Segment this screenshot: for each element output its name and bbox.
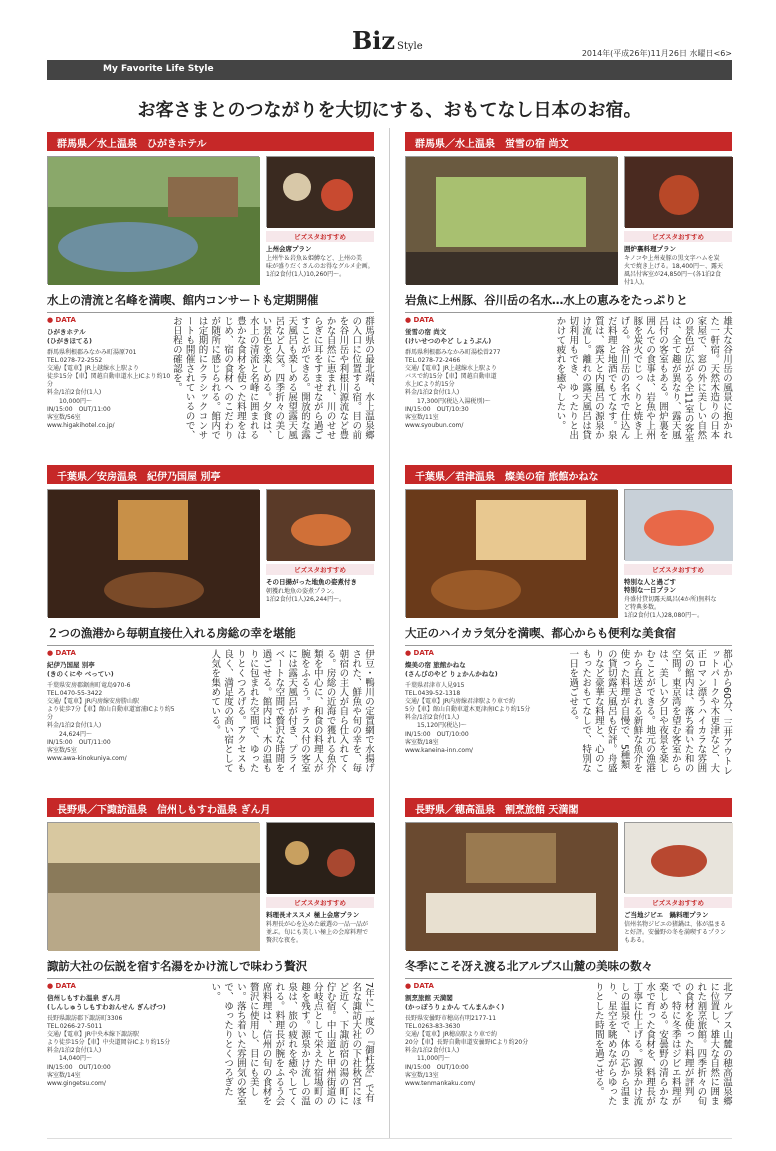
data-label: ● DATA (47, 982, 76, 990)
section-bar-label: My Favorite Life Style (103, 64, 214, 74)
main-photo (405, 822, 617, 950)
recommend-tag: ビズスタおすすめ (624, 231, 732, 242)
data-box (47, 316, 175, 430)
article-body: 伊豆・鴨川の定置網で水揚げされた、鮮魚や旬の幸を、毎朝宿の主人が自ら仕入れてくる。房総の近海で獲れる魚介類を中心に、和食の料理人が腕をふるう。テラス付の客室には露天風呂が付き、プライベートな空間で贅沢な時間を過ごせる。館内は、木の温もりに包まれた空間で、ゆったりとくつろげる。アクセスも良く、満足度の高い宿として人気を集めている。 (209, 649, 374, 773)
footer-rule (47, 1138, 732, 1139)
data-box (405, 982, 533, 1088)
recommend-tag: ビズスタおすすめ (266, 231, 374, 242)
data-label: ● DATA (405, 316, 434, 324)
section-subtitle: 冬季にこそ冴え渡る北アルプス山麓の美味の数々 (405, 958, 732, 974)
recommend-box (266, 489, 374, 639)
plan-description: 料理長が心を込めた厳選の一品一品が 並ぶ。旬にも美しい極上の会席料理で 贅沢な夜を。 (266, 921, 369, 945)
inn-info: 群馬県利根郡みなかみ町湯原701 TEL.0278-72-2552 交通/【電車】JR上越線水上駅より 徒歩15分【車】関越自動車道水上ICより約10分 料金/1泊2食付(1人) 10,000円〜 IN/15:00 OUT/11:00 客室数/56室 www.higakihotel.co.jp/ (47, 348, 171, 429)
plan-photo (624, 489, 732, 560)
plan-photo (266, 489, 374, 560)
section-header: 長野県／穂高温泉 割烹旅館 天満閣 (405, 798, 732, 817)
plan-name: その日揚がった地魚の姿煮付き (266, 578, 357, 586)
recommend-tag: ビズスタおすすめ (624, 564, 732, 575)
recommend-tag: ビズスタおすすめ (266, 897, 374, 908)
plan-description: 信州名物ジビエの猪鍋は、体が温まる と好評。安曇野の冬を満喫するプラン もある。 (624, 921, 727, 945)
column-divider (389, 128, 390, 1138)
recommend-box (624, 156, 732, 306)
inn-info: 千葉県君津市人見915 TEL.0439-52-1318 交通/【電車】JR内房線君津駅より車で約 5分【車】館山自動車道木更津南ICより約15分 料金/1泊2食付(1人) 15,120円(税込)〜 IN/15:00 OUT/10:00 客室数/18室 www.kaneina-inn.com/ (405, 681, 531, 754)
data-label: ● DATA (47, 316, 76, 324)
recommend-box (624, 489, 732, 639)
plan-description: 上州牛＆岩魚＆姫鱒など、上州の美 味が盛りだくさんのお得なグルメ企画。 1泊2食付(1人)10,260円〜。 (266, 255, 374, 279)
recommend-tag: ビズスタおすすめ (624, 897, 732, 908)
data-label: ● DATA (405, 982, 434, 990)
plan-photo (624, 822, 732, 893)
plan-description: 朝獲れ地魚の姿煮プラン。 1泊2食付(1人)26,244円〜。 (266, 588, 346, 604)
article-body: 7年に一度の『御柱祭』で有名な諏訪大社の下社秋宮にほど近く、下諏訪宿の湯の町に佇む宿。中山道と甲州街道の分岐点として栄えた宿場町の趣を残す。源泉かけ流しの温泉は、旅の疲れを癒やしてくれる。料理長が腕をふるう会席料理は、信州の旬の食材を贅沢に使用し、目にも美しい。落ち着いた雰囲気の客室で、ゆったりとくつろぎたい。 (209, 982, 374, 1106)
article-body: 雄大な谷川岳の風景に抱かれた一軒宿。天然木造りの日本家屋で、窓の外に美しい自然の景色が広がる全11室の客室は、全て趣が異なり、露天風呂付の客室もある。囲炉裏を囲んでの食事は、岩魚や上州豚を炭火でじっくりと焼き上げる。谷川岳の名水で仕込んだ料理と地酒でもてなす。泉質は、露天と内風呂の源泉かけ流し。離れの露天風呂は貸切利用もでき、ゆったりと出かけて疲れを癒やしたい。 (554, 316, 732, 443)
plan-photo (266, 822, 374, 893)
data-box (405, 649, 533, 755)
section-subtitle: ２つの漁港から毎朝直接仕入れる房総の幸を堪能 (47, 625, 374, 641)
plan-name: ご当地ジビエ 鍋料理プラン (624, 911, 709, 919)
plan-name: 料理長オススメ 極上会席プラン (266, 911, 360, 919)
plan-photo (624, 156, 732, 227)
data-box (47, 649, 175, 763)
plan-photo (266, 156, 374, 227)
inn-info: 群馬県利根郡みなかみ町湯桧曽277 TEL.0278-72-2466 交通/【電車】JR上越線水上駅より バスで約15分【車】関越自動車道 水上ICより約15分 料金/1泊2食付(1人) 17,300円(税込入湯税別)〜 IN/15:00 OUT/10:30 客室数/11室 www.syoubun.com/ (405, 348, 501, 429)
inn-name: ひがきホテル (ひがきほてる) (47, 328, 92, 346)
main-photo (405, 156, 617, 284)
data-box (405, 316, 533, 430)
inn-name: 信州しもすわ温泉 ぎん月 (しんしゅうしもすわおんせん ぎんげつ) (47, 994, 166, 1012)
section-bar (47, 60, 732, 80)
section-subtitle: 水上の清流と名峰を満喫、館内コンサートも定期開催 (47, 292, 374, 308)
section-header: 群馬県／水上温泉 ひがきホテル (47, 132, 374, 151)
section-header: 長野県／下諏訪温泉 信州しもすわ温泉 ぎん月 (47, 798, 374, 817)
main-photo (47, 489, 259, 617)
inn-name: 紀伊乃国屋 別亭 (きのくにや べってい) (47, 661, 114, 679)
section-subtitle: 諏訪大社の伝説を宿す名湯をかけ流しで味わう贅沢 (47, 958, 374, 974)
inn-name: 燦美の宿 旅館かねな (さんびのやど りょかんかねな) (405, 661, 498, 679)
main-photo (47, 156, 259, 284)
article-body: 北アルプス山麓の穂高温泉郷に位置し、雄大な自然に囲まれた割烹旅館。四季折々の旬の食材を使った料理が評判で、特に冬季はジビエ料理が楽しめる。安曇野の清らかな水で育った食材を、料理長が丁寧に仕上げる。源泉かけ流しの温泉で、体の芯から温まり、星空を眺めながらゆったりとした時間を過ごせる。 (592, 982, 732, 1106)
inn-info: 千葉県安房郡鋸南町竜島970-6 TEL.0470-55-3422 交通/【電車】JR内房線安房勝山駅 より徒歩7分【車】館山自動車道富浦ICより約5分 料金/1泊2食付(1人) 24,624円〜 IN/15:00 OUT/11:00 客室数/5室 www.awa-kinokuniya.com/ (47, 681, 175, 762)
data-label: ● DATA (47, 649, 76, 657)
section-subtitle: 岩魚に上州豚、谷川岳の名水…水上の恵みをたっぷりと (405, 292, 732, 308)
plan-name: 上州会席プラン (266, 245, 312, 253)
inn-info: 長野県諏訪郡下諏訪町3306 TEL.0266-27-5011 交通/【電車】JR中央本線下諏訪駅 より徒歩15分【車】中央道岡谷ICより約15分 料金/1泊2食付(1人) 14,040円〜 IN/15:00 OUT/10:00 客室数/14室 www.gingetsu.com/ (47, 1014, 171, 1087)
section-header: 千葉県／安房温泉 紀伊乃国屋 別亭 (47, 465, 374, 484)
article-body: 都心から60分、三井アウトレットパークや木更津など、大正ロマン漂うハイカラな雰囲気の館内は、落ち着いた和の空間。東京湾を望む客室からは、美しい夕日や夜景を楽しむことができる。地元の漁港から直送される新鮮な魚介を使った料理が自慢で、5種類の貸切露天風呂も好評。舟盛りなど豪華な料理と、心のこもったおもてなしで、特別な一日を過ごせる。 (567, 649, 732, 776)
dateline: 2014年(平成26年)11月26日 水曜日<6> (581, 49, 732, 58)
plan-name: 特別な人と過ごす 特別な一日プラン (624, 578, 676, 595)
section-header: 千葉県／君津温泉 燦美の宿 旅館かねな (405, 465, 732, 484)
recommend-tag: ビズスタおすすめ (266, 564, 374, 575)
main-photo (405, 489, 617, 617)
biz-style-logo: Biz Style (352, 26, 423, 55)
data-box (47, 982, 175, 1088)
plan-description: 舟盛付貸切露天風呂(4か所)無料な ど特典多数。 1泊2食付(1人)28,080円〜。 (624, 596, 717, 620)
inn-name: 割烹旅館 天満閣 (かっぽうりょかん てんまんかく) (405, 994, 505, 1012)
recommend-box (624, 822, 732, 972)
recommend-box (266, 822, 374, 972)
data-label: ● DATA (405, 649, 434, 657)
article-body: 群馬県の最北端、水上温泉郷の入口に位置する宿。目の前を谷川岳や利根川源流など豊かな自然に恵まれ、川のせせらぎに耳をすませながら過ごすことができる。開放的な露天風呂も楽しめる展望露天風呂など人気。四季折々の美しい景色を楽しめる。夕食は、水上の清流と名峰に囲まれる豊かな食材を使った料理をはじめ、宿の食材へのこだわりが随所に感じられる。館内では定期的にクラシックコンサートも開催されているので、お日程の確認を。 (170, 316, 374, 440)
inn-name: 蛍雪の宿 尚文 (けいせつのやど しょうぶん) (405, 328, 492, 346)
section-header: 群馬県／水上温泉 蛍雪の宿 尚文 (405, 132, 732, 151)
newspaper-page (47, 0, 732, 1151)
section-subtitle: 大正のハイカラ気分を満喫、都心からも便利な美食宿 (405, 625, 732, 641)
recommend-box (266, 156, 374, 306)
main-photo (47, 822, 259, 950)
inn-info: 長野県安曇野市穂高有明2177-11 TEL.0263-83-3630 交通/【電車】JR穂高駅より車で約 20分【車】長野自動車道安曇野ICより約20分 料金/1泊2食付(1人) 11,000円〜 IN/15:00 OUT/10:00 客室数/13室 www.tenmankaku.com/ (405, 1014, 529, 1087)
page-headline: お客さまとのつながりを大切にする、おもてなし日本のお宿。 (137, 100, 642, 121)
plan-description: キノコや上州麦豚の黒文字ハムを炭 火で焼き上げる。18,400円〜、露天 風呂付客室が24,850円〜(各1泊2食 付1人)。 (624, 255, 723, 287)
plan-name: 囲炉裏料理プラン (624, 245, 676, 253)
